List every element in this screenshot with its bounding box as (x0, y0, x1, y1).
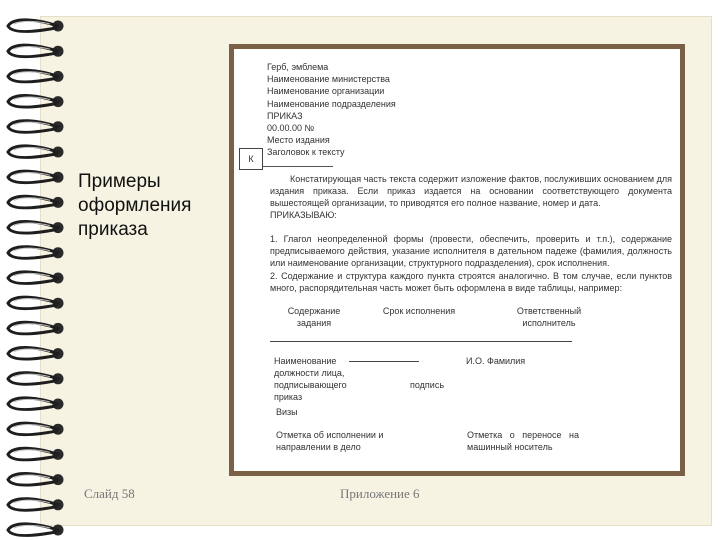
transfer-mark: Отметка о переносе на машинный носитель (467, 430, 579, 452)
order-item-2: 2. Содержание и структура каждого пункта строятся аналогично. В том случае, если пунктов много, распорядительная часть может быть оформлена в виде таблицы, например: (270, 271, 672, 294)
table-rule (270, 341, 572, 342)
signature-name: И.О. Фамилия (466, 356, 526, 366)
slide-title: Примеры оформления приказа (78, 171, 192, 240)
header-line-emblem: Герб, эмблема (267, 62, 329, 72)
header-line-ministry: Наименование министерства (267, 74, 390, 85)
order-item-1: 1. Глагол неопределенной формы (провести, обеспечить, проверить и т.п.), содержание предписываемого действия, указание исполнителя в дательном падеже (фамилия, должность или наименование организации, структурного подразделения), срок исполнения. (270, 234, 672, 269)
document-frame (229, 44, 685, 476)
table-header-responsible: Ответственный исполнитель (516, 306, 582, 328)
signature-position: Наименование должности лица, подписывающего приказ (274, 356, 347, 402)
header-line-heading: Заголовок к тексту (267, 147, 345, 158)
signature-rule (349, 361, 419, 362)
order-table-header (279, 305, 674, 335)
header-line-date-number: 00.00.00 № (267, 123, 315, 134)
k-mark: К (239, 148, 263, 170)
heading-rule (263, 166, 333, 167)
header-line-place: Место издания (267, 135, 330, 146)
order-word: ПРИКАЗЫВАЮ: (270, 210, 337, 220)
order-document (234, 49, 680, 471)
appendix-label: Приложение 6 (340, 486, 420, 501)
execution-mark: Отметка об исполнении и направлении в дело (276, 430, 384, 452)
document-header (267, 61, 396, 159)
stating-paragraph: Констатирующая часть текста содержит изложение фактов, послуживших основанием для издания приказа. Если приказ издается на основании соответствующего документа вышестоящей организации, то приводятся его полное название, номер и дата. (270, 174, 672, 209)
header-line-division: Наименование подразделения (267, 98, 396, 109)
slide-number: Слайд 58 (84, 486, 135, 501)
header-line-doc-type: ПРИКАЗ (267, 110, 303, 121)
signature-label: подпись (410, 380, 445, 390)
table-header-deadline: Срок исполнения (382, 306, 456, 316)
visa-label: Визы (276, 407, 298, 417)
table-header-task: Содержание задания (287, 306, 341, 328)
spiral-binding-icon (0, 0, 80, 540)
header-line-organization: Наименование организации (267, 86, 385, 97)
